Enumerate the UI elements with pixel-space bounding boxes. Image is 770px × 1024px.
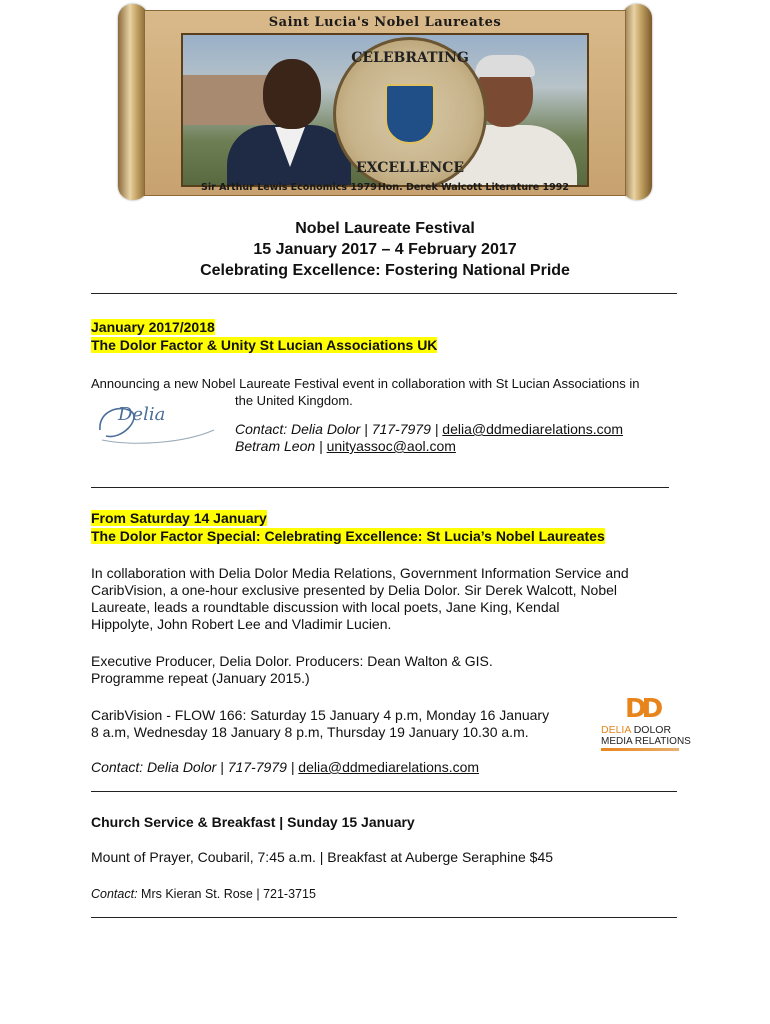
divider	[91, 487, 669, 488]
section3-body: Mount of Prayer, Coubaril, 7:45 a.m. | Breakfast at Auberge Seraphine $45	[91, 849, 554, 865]
section3-contact: Contact: Mrs Kieran St. Rose | 721-3715	[91, 887, 316, 901]
seal-bottom-text: EXCELLENCE	[355, 160, 465, 176]
section2-contact: Contact: Delia Dolor | 717-7979 | delia@ddmediarelations.com	[91, 759, 480, 775]
page-title: Nobel Laureate Festival	[295, 220, 475, 237]
festival-subtitle: Celebrating Excellence: Fostering National Pride	[200, 262, 570, 279]
banner-image	[118, 4, 652, 200]
section1-contact2: Betram Leon | unityassoc@aol.com	[235, 438, 456, 454]
banner-title: Saint Lucia's Nobel Laureates	[268, 15, 502, 30]
celebrating-excellence-seal	[333, 37, 487, 187]
delia-dolor-logo	[601, 694, 691, 754]
signature-text: Delia	[118, 404, 166, 425]
section2-para3-line2: 8 a.m, Wednesday 18 January 8 p.m, Thursday 19 January 10.30 a.m.	[91, 724, 529, 740]
logo-mark: DD	[625, 694, 659, 724]
email-link[interactable]: delia@ddmediarelations.com	[442, 421, 624, 437]
section1-body-line1: Announcing a new Nobel Laureate Festival event in collaboration with St Lucian Associations in	[91, 376, 640, 391]
logo-tagline-bar	[601, 748, 679, 751]
section2-heading: The Dolor Factor Special: Celebrating Excellence: St Lucia’s Nobel Laureates	[91, 528, 605, 544]
section2-date: From Saturday 14 January	[91, 510, 267, 526]
scroll-rod-right	[622, 4, 652, 200]
banner-photo	[181, 33, 589, 187]
signature	[92, 400, 218, 450]
section2-para1-line4: Hippolyte, John Robert Lee and Vladimir Lucien.	[91, 616, 392, 632]
section2-para2-line2: Programme repeat (January 2015.)	[91, 670, 310, 686]
section2-para1-line2: CaribVision, a one-hour exclusive presented by Delia Dolor. Sir Derek Walcott, Nobel	[91, 582, 618, 598]
seal-top-text: CELEBRATING	[351, 50, 469, 66]
logo-name: DELIA DOLOR	[601, 724, 672, 736]
email-link[interactable]: unityassoc@aol.com	[326, 438, 456, 454]
email-link[interactable]: delia@ddmediarelations.com	[298, 759, 480, 775]
divider	[91, 293, 677, 294]
divider	[91, 791, 677, 792]
logo-sub: MEDIA RELATIONS	[601, 736, 691, 747]
section1-date: January 2017/2018	[91, 319, 215, 335]
section2-para1-line1: In collaboration with Delia Dolor Media Relations, Government Information Service and	[91, 565, 629, 581]
coat-of-arms-icon	[385, 84, 435, 144]
section2-para1-line3: Laureate, leads a roundtable discussion with local poets, Jane King, Kendal	[91, 599, 560, 615]
section2-para2-line1: Executive Producer, Delia Dolor. Producers: Dean Walton & GIS.	[91, 653, 493, 669]
section1-heading: The Dolor Factor & Unity St Lucian Associations UK	[91, 337, 438, 353]
section1-body-line2: the United Kingdom.	[235, 393, 353, 408]
scroll-paper	[144, 10, 626, 196]
section3-heading: Church Service & Breakfast | Sunday 15 January	[91, 814, 415, 830]
section1-contact1: Contact: Delia Dolor | 717-7979 | delia@ddmediarelations.com	[235, 421, 624, 437]
caption-left: Sir Arthur Lewis Economics 1979	[201, 182, 377, 193]
caption-right: Hon. Derek Walcott Literature 1992	[377, 182, 569, 193]
divider	[91, 917, 677, 918]
festival-dates: 15 January 2017 – 4 February 2017	[253, 241, 517, 258]
section2-para3-line1: CaribVision - FLOW 166: Saturday 15 January 4 p.m, Monday 16 January	[91, 707, 550, 723]
